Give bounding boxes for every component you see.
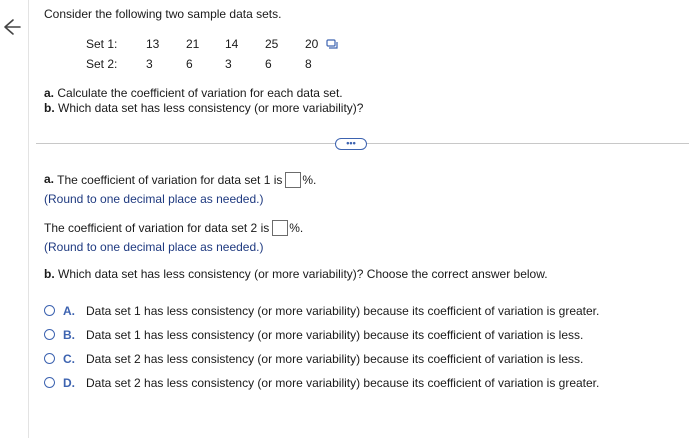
part-a-text: Calculate the coefficient of variation for each data set.	[54, 86, 343, 100]
cv-set1-input[interactable]	[285, 172, 301, 188]
round-hint-1: (Round to one decimal place as needed.)	[44, 192, 264, 206]
table-cell: 25	[265, 37, 279, 51]
more-dots-icon[interactable]: •••	[335, 138, 367, 150]
answer-a-prefix2: The coefficient of variation for data set 2 is	[44, 221, 270, 235]
radio-icon[interactable]	[44, 305, 55, 316]
table-cell: 3	[146, 57, 153, 71]
table-cell: 14	[225, 37, 239, 51]
part-a-instruction	[44, 86, 343, 100]
option-text: Data set 1 has less consistency (or more variability) because its coefficient of variation is less.	[86, 328, 584, 342]
answer-b-prompt	[44, 267, 548, 281]
back-arrow-icon[interactable]	[2, 16, 22, 38]
option-text: Data set 2 has less consistency (or more variability) because its coefficient of variation is less.	[86, 352, 584, 366]
part-b-letter: b.	[44, 101, 55, 115]
part-b-text: Which data set has less consistency (or more variability)?	[54, 101, 364, 115]
table-cell: 6	[186, 57, 193, 71]
option-letter: D.	[63, 376, 75, 390]
option-letter: B.	[63, 328, 75, 342]
option-letter: A.	[63, 304, 75, 318]
option-letter: C.	[63, 352, 75, 366]
answer-a-letter: a.	[44, 172, 55, 187]
table-cell: 21	[186, 37, 200, 51]
answer-a-line1	[44, 172, 316, 190]
answer-a-suffix2: %.	[289, 221, 304, 235]
table-cell: 8	[305, 57, 312, 71]
option-text: Data set 2 has less consistency (or more variability) because its coefficient of variation is greater.	[86, 376, 600, 390]
answer-b-prompt-text: Which data set has less consistency (or more variability)? Choose the correct answer below.	[54, 267, 548, 281]
option-text: Data set 1 has less consistency (or more variability) because its coefficient of variation is greater.	[86, 304, 600, 318]
table-cell: 6	[265, 57, 272, 71]
radio-icon[interactable]	[44, 329, 55, 340]
answer-a-line2	[44, 220, 303, 238]
radio-icon[interactable]	[44, 377, 55, 388]
part-a-letter: a.	[44, 86, 55, 100]
round-hint-2: (Round to one decimal place as needed.)	[44, 240, 264, 254]
answer-a-prefix1: The coefficient of variation for data set 1 is	[54, 173, 283, 187]
copy-data-icon[interactable]	[326, 39, 338, 50]
answer-a-suffix1: %.	[302, 173, 317, 187]
table-cell: 20	[305, 37, 319, 51]
cv-set2-input[interactable]	[272, 220, 288, 236]
table-cell: 3	[225, 57, 232, 71]
answer-b-letter: b.	[44, 267, 55, 281]
radio-icon[interactable]	[44, 353, 55, 364]
row-label: Set 2:	[86, 57, 118, 71]
question-intro: Consider the following two sample data sets.	[44, 7, 282, 21]
row-label: Set 1:	[86, 37, 118, 51]
left-rail-divider	[28, 0, 29, 438]
table-cell: 13	[146, 37, 160, 51]
part-b-instruction	[44, 101, 363, 115]
